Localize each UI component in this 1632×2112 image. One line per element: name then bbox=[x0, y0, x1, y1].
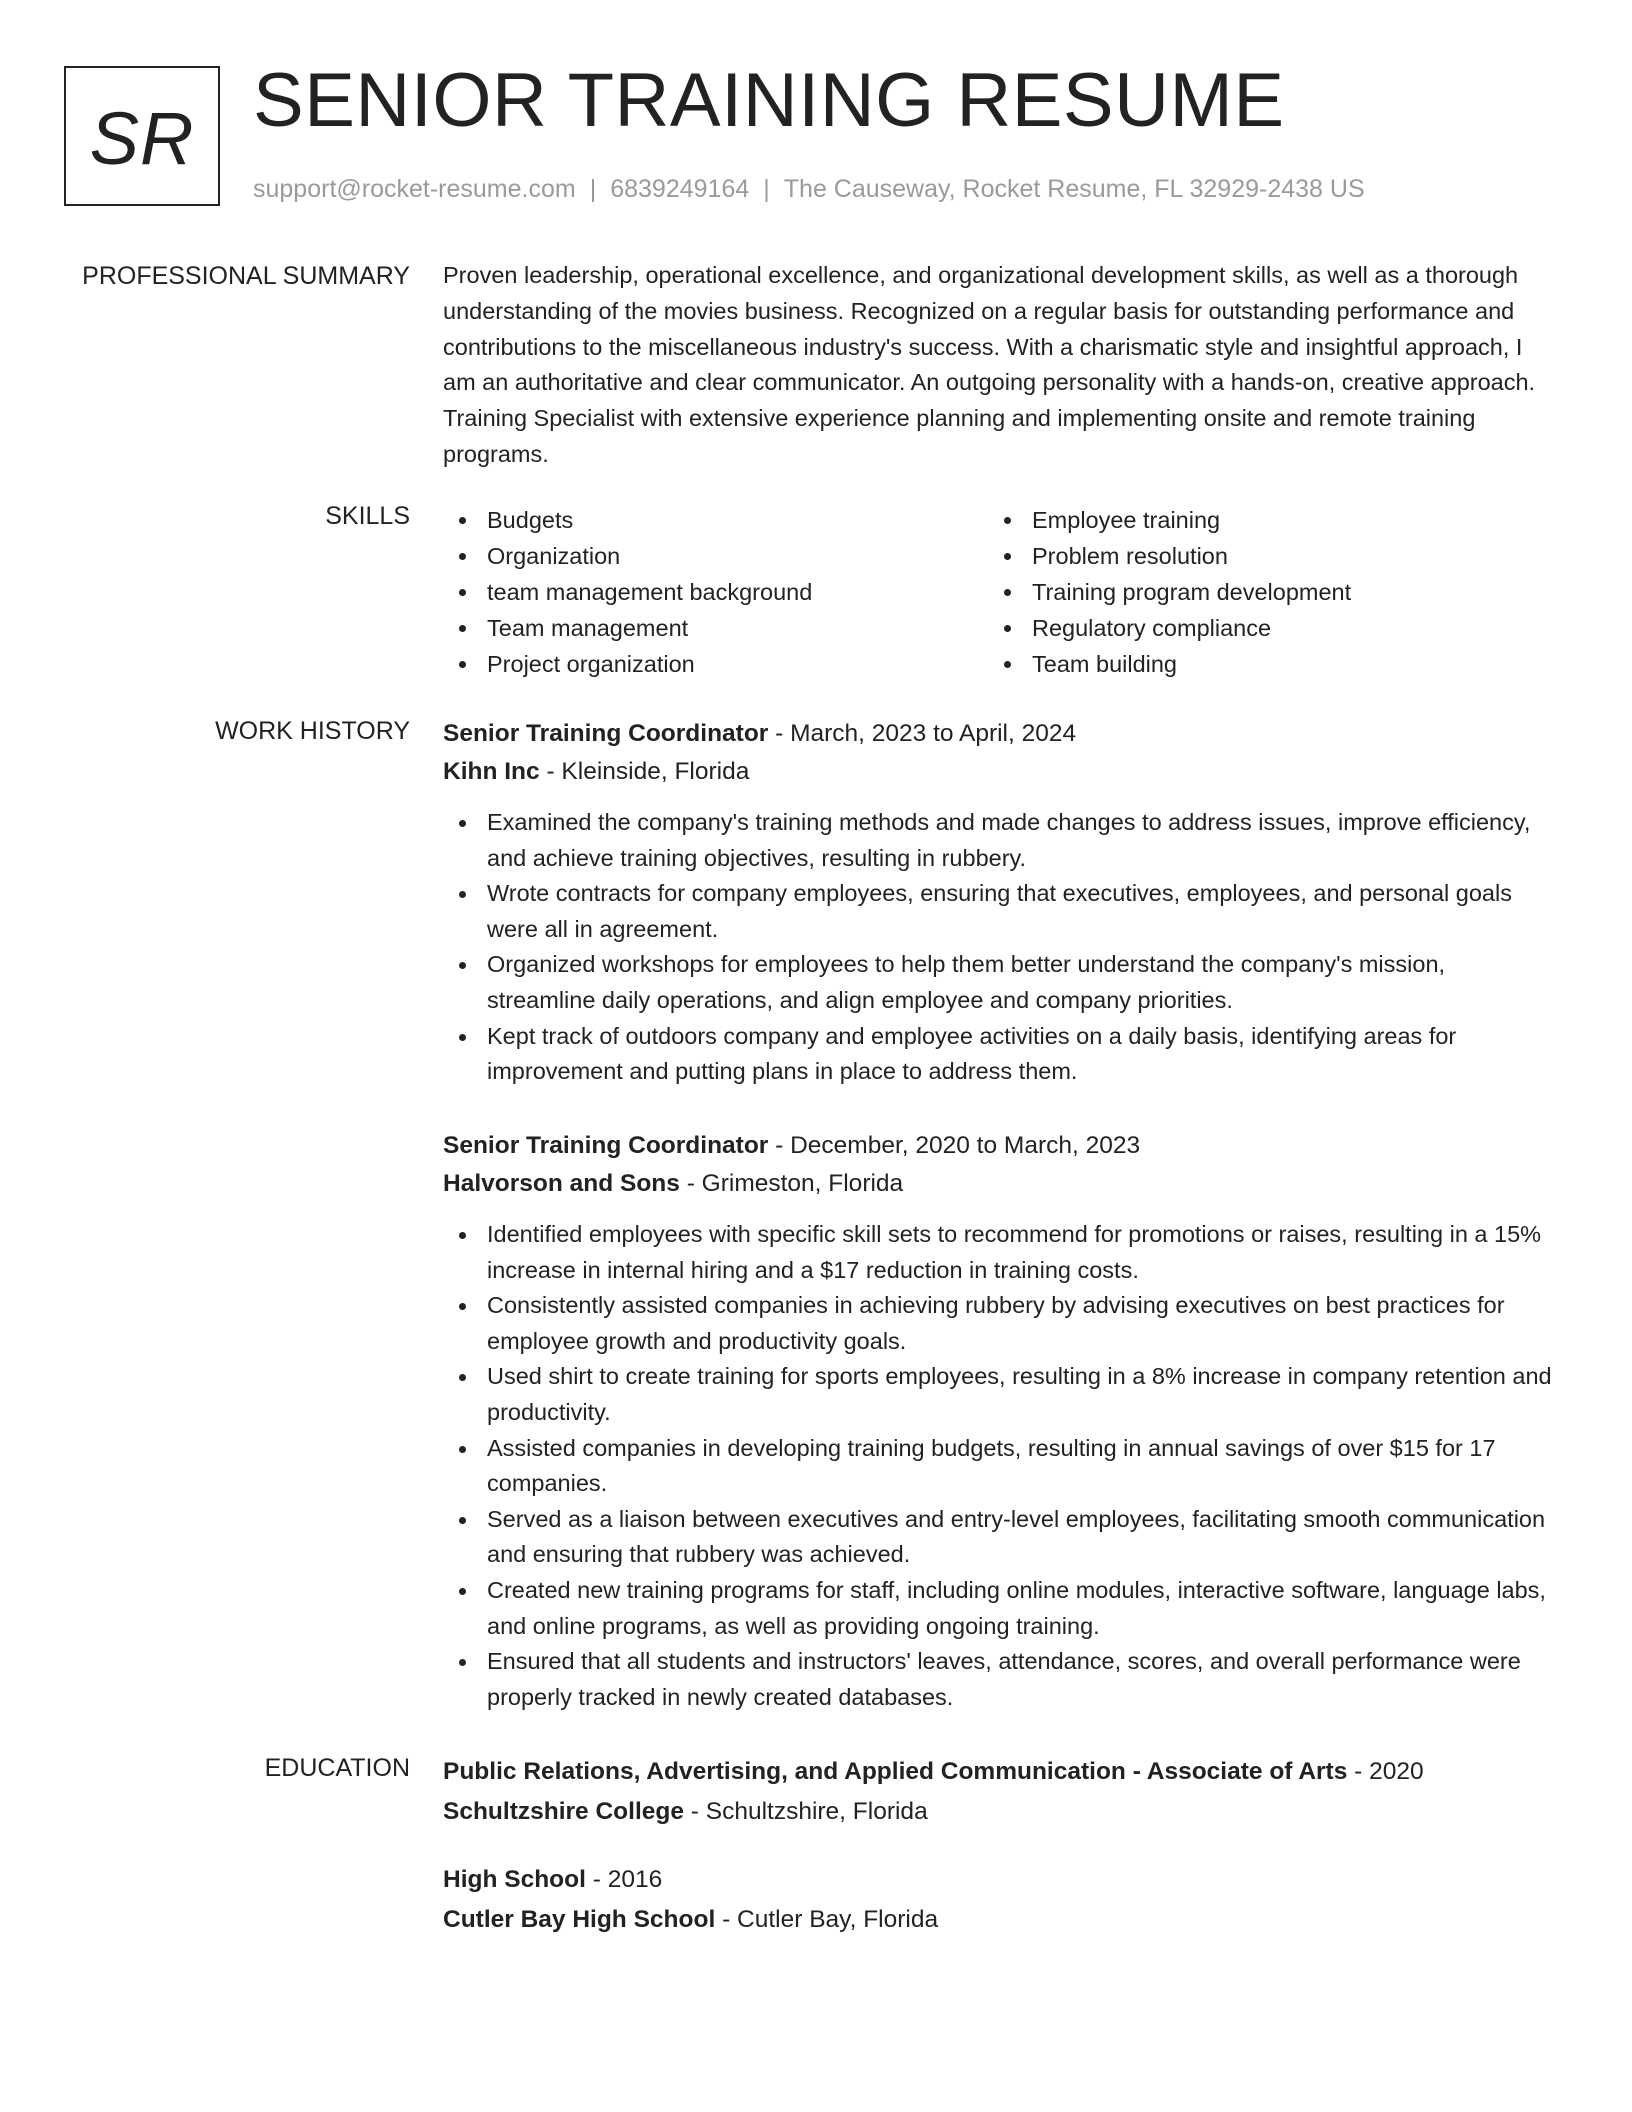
contact-line bbox=[253, 174, 1365, 204]
skills-column-right bbox=[988, 502, 1533, 682]
job-bullet: Served as a liaison between executives and entry-level employees, facilitating smooth communication and ensuring that rubbery was achieved. bbox=[443, 1502, 1553, 1573]
job-bullet: Created new training programs for staff, including online modules, interactive software, language labs, and online programs, as well as providing ongoing training. bbox=[443, 1573, 1553, 1644]
skill-item: Team building bbox=[988, 646, 1533, 682]
contact-separator: | bbox=[589, 175, 597, 203]
job-title: Senior Training Coordinator bbox=[443, 1132, 769, 1159]
education-school-line bbox=[443, 1792, 1553, 1832]
job-title: Senior Training Coordinator bbox=[443, 720, 769, 747]
skills-columns bbox=[443, 502, 1553, 682]
job-bullet: Kept track of outdoors company and employee activities on a daily basis, identifying areas for improvement and putting plans in place to address them. bbox=[443, 1019, 1553, 1090]
job-location: - Grimeston, Florida bbox=[679, 1170, 904, 1197]
education-school-line bbox=[443, 1900, 1553, 1940]
education-school: Schultzshire College bbox=[443, 1798, 684, 1825]
contact-separator: | bbox=[763, 175, 770, 203]
skill-item: Team management bbox=[443, 610, 988, 646]
education-location: - Schultzshire, Florida bbox=[683, 1798, 928, 1825]
monogram-initials: SR bbox=[89, 96, 195, 180]
monogram-box bbox=[64, 66, 220, 206]
education-entry bbox=[443, 1752, 1553, 1832]
job-bullet: Identified employees with specific skill sets to recommend for promotions or raises, resulting in a 15% increase in internal hiring and a $17 reduction in training costs. bbox=[443, 1217, 1553, 1288]
contact-email: support@rocket-resume.com bbox=[253, 175, 576, 203]
skill-item: Organization bbox=[443, 538, 988, 574]
education-degree-line bbox=[443, 1860, 1553, 1900]
summary-text: Proven leadership, operational excellence, and organizational development skills, as well as a thorough understanding of the movies business. Recognized on a regular basis for outstanding performance and contributions to the miscellaneous industry's success. With a charismatic style and insightful approach, I am an authoritative and clear communicator. An outgoing personality with a hands-on, creative approach. Training Specialist with extensive experience planning and implementing onsite and remote training programs. bbox=[443, 262, 1536, 467]
skill-item: Employee training bbox=[988, 502, 1533, 538]
education-year: - 2020 bbox=[1347, 1758, 1424, 1785]
contact-address: The Causeway, Rocket Resume, FL 32929-2438 US bbox=[783, 175, 1365, 203]
section-heading-education: EDUCATION bbox=[264, 1754, 410, 1782]
skill-item: Project organization bbox=[443, 646, 988, 682]
education-year: - 2016 bbox=[585, 1866, 663, 1893]
skill-item: Problem resolution bbox=[988, 538, 1533, 574]
skills-column-left bbox=[443, 502, 988, 682]
job-title-line bbox=[443, 1127, 1553, 1165]
contact-phone: 6839249164 bbox=[610, 175, 750, 203]
summary-body bbox=[443, 258, 1553, 473]
education-location: - Cutler Bay, Florida bbox=[715, 1906, 939, 1933]
job-dates: - December, 2020 to March, 2023 bbox=[768, 1132, 1141, 1159]
skills-body bbox=[443, 502, 1553, 682]
job-bullet: Used shirt to create training for sports employees, resulting in a 8% increase in company retention and productivity. bbox=[443, 1359, 1553, 1430]
skill-item: team management background bbox=[443, 574, 988, 610]
job-location: - Kleinside, Florida bbox=[539, 758, 750, 785]
job-bullet: Examined the company's training methods and made changes to address issues, improve efficiency, and achieve training objectives, resulting in rubbery. bbox=[443, 805, 1553, 876]
education-degree-line bbox=[443, 1752, 1553, 1792]
job-header bbox=[443, 1127, 1553, 1203]
section-heading-work-history: WORK HISTORY bbox=[215, 717, 410, 745]
job-company: Halvorson and Sons bbox=[443, 1170, 680, 1197]
job-bullets bbox=[443, 1217, 1553, 1715]
job-company-line bbox=[443, 753, 1553, 791]
resume-title: SENIOR TRAINING RESUME bbox=[253, 58, 1285, 143]
job-entry bbox=[443, 715, 1553, 1090]
education-entry bbox=[443, 1860, 1553, 1940]
job-bullet: Organized workshops for employees to help them better understand the company's mission, streamline daily operations, and align employee and company priorities. bbox=[443, 947, 1553, 1018]
skill-item: Training program development bbox=[988, 574, 1533, 610]
job-bullets bbox=[443, 805, 1553, 1090]
job-company: Kihn Inc bbox=[443, 758, 540, 785]
skill-item: Regulatory compliance bbox=[988, 610, 1533, 646]
job-entry bbox=[443, 1127, 1553, 1715]
education-degree: Public Relations, Advertising, and Applied Communication - Associate of Arts bbox=[443, 1758, 1348, 1785]
education-degree: High School bbox=[443, 1866, 586, 1893]
job-title-line bbox=[443, 715, 1553, 753]
education-school: Cutler Bay High School bbox=[443, 1906, 716, 1933]
job-bullet: Wrote contracts for company employees, ensuring that executives, employees, and personal goals were all in agreement. bbox=[443, 876, 1553, 947]
job-bullet: Assisted companies in developing training budgets, resulting in annual savings of over $15 for 17 companies. bbox=[443, 1431, 1553, 1502]
skill-item: Budgets bbox=[443, 502, 988, 538]
job-company-line bbox=[443, 1165, 1553, 1203]
job-bullet: Ensured that all students and instructors' leaves, attendance, scores, and overall performance were properly tracked in newly created databases. bbox=[443, 1644, 1553, 1715]
section-heading-skills: SKILLS bbox=[325, 502, 410, 530]
job-header bbox=[443, 715, 1553, 791]
job-bullet: Consistently assisted companies in achieving rubbery by advising executives on best practices for employee growth and productivity goals. bbox=[443, 1288, 1553, 1359]
section-heading-summary: PROFESSIONAL SUMMARY bbox=[82, 262, 410, 290]
job-dates: - March, 2023 to April, 2024 bbox=[768, 720, 1077, 747]
